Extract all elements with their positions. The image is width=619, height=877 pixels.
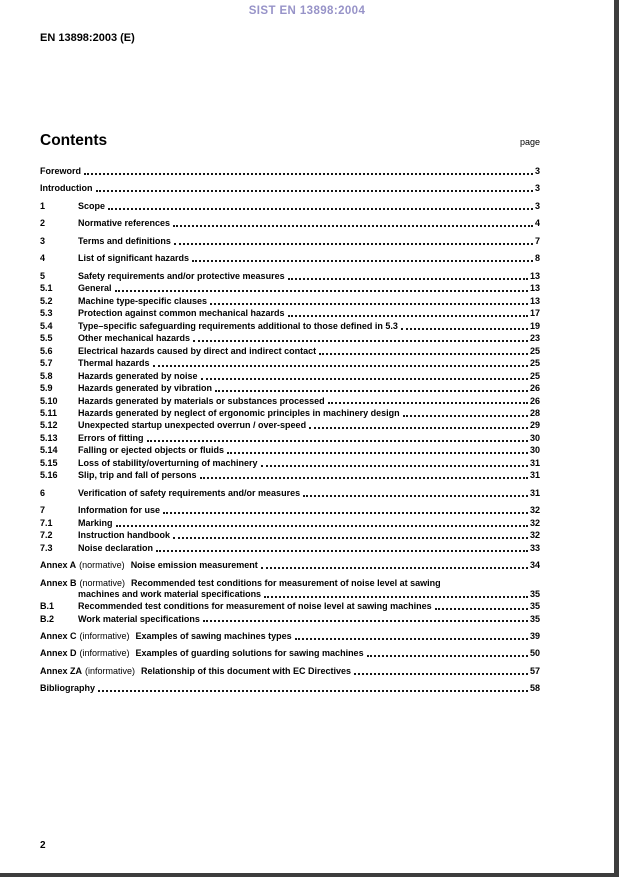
toc-leader-dots [147, 440, 528, 442]
toc-entry-page: 29 [529, 420, 540, 431]
toc-leader-dots [173, 537, 528, 539]
toc-entry-label: Protection against common mechanical hazards [78, 308, 285, 319]
toc-entry-page: 39 [529, 630, 540, 641]
toc-entry [40, 396, 540, 407]
toc-entry-label: Recommended test conditions for measurement of noise level at sawing [131, 577, 441, 588]
toc-entry [40, 560, 540, 571]
toc-entry [40, 530, 540, 541]
toc-leader-dots [201, 378, 528, 380]
toc-entry-label: Safety requirements and/or protective measures [78, 270, 285, 281]
toc-entry-label: Verification of safety requirements and/or measures [78, 487, 301, 498]
toc-entry-label: Loss of stability/overturning of machinery [78, 457, 258, 468]
toc-entry-page: 58 [529, 683, 540, 694]
toc-entry [40, 308, 540, 319]
toc-entry-label: Electrical hazards caused by direct and indirect contact [78, 345, 317, 356]
toc-entry-number: 5.11 [40, 407, 58, 418]
toc-entry-label: Machine type-specific clauses [78, 295, 208, 306]
toc-leader-dots [215, 390, 528, 392]
toc-entry-page: 34 [529, 560, 540, 571]
toc-entry-page: 3 [534, 183, 540, 194]
toc-entry-label: Errors of fitting [78, 432, 144, 443]
toc-entry-page: 32 [529, 517, 540, 528]
toc-entry-label: Unexpected startup unexpected overrun / over-speed [78, 420, 307, 431]
document-reference: EN 13898:2003 (E) [40, 32, 135, 44]
toc-entry-label: Scope [78, 200, 106, 211]
toc-entry [40, 666, 540, 677]
toc-entry-page: 13 [529, 270, 540, 281]
toc-entry-label: Foreword [40, 166, 82, 176]
toc-entry-number: 5.1 [40, 283, 53, 294]
toc-entry-number: 5.13 [40, 432, 58, 443]
toc-annex-qualifier: (informative) [85, 665, 136, 676]
toc-entry-label: Noise emission measurement [130, 560, 258, 571]
toc-entry-number: 3 [40, 235, 46, 246]
toc-leader-dots [200, 477, 528, 479]
toc-entry [40, 371, 540, 382]
toc-leader-dots [153, 365, 528, 367]
toc-leader-dots [401, 328, 528, 330]
toc-entry [40, 333, 540, 344]
toc-entry [40, 236, 540, 247]
toc-annex-qualifier: (normative) [79, 560, 125, 571]
toc-entry [40, 253, 540, 264]
toc-entry-number: 5.16 [40, 470, 58, 481]
toc-entry-number: 5.2 [40, 295, 53, 306]
toc-entry [40, 631, 540, 642]
toc-entry [40, 614, 540, 625]
toc-entry-label: Instruction handbook [78, 530, 170, 541]
toc-entry-number: 5.4 [40, 320, 53, 331]
toc-entry [40, 488, 540, 499]
toc-entry-page: 30 [529, 445, 540, 456]
toc-entry [40, 505, 540, 516]
toc-entry-label: Hazards generated by materials or substances processed [78, 395, 325, 406]
toc-entry [40, 543, 540, 554]
toc-leader-dots [173, 225, 533, 227]
toc-leader-dots [328, 402, 528, 404]
toc-entry [40, 321, 540, 332]
toc-entry-number: 5.10 [40, 395, 58, 406]
toc-entry-label: Slip, trip and fall of persons [78, 470, 197, 481]
toc-leader-dots [203, 620, 528, 622]
toc-entry-number: B.1 [40, 601, 55, 612]
toc-entry [40, 271, 540, 282]
toc-entry-number: 5.14 [40, 445, 58, 456]
toc-entry-page: 13 [529, 295, 540, 306]
toc-entry-number: 5.6 [40, 345, 53, 356]
toc-leader-dots [98, 690, 528, 692]
toc-entry-page: 57 [529, 665, 540, 676]
toc-entry-label: Thermal hazards [78, 358, 150, 369]
toc-entry-label: Terms and definitions [78, 235, 171, 246]
toc-entry-number: 5.5 [40, 333, 53, 344]
toc-entry-page: 50 [529, 648, 540, 659]
toc-entry [40, 433, 540, 444]
toc-entry-page: 32 [529, 505, 540, 516]
toc-entry-number: 5.12 [40, 420, 58, 431]
toc-entry-number: 5.7 [40, 358, 53, 369]
toc-annex-id: Annex B [40, 577, 77, 588]
toc-entry [40, 683, 540, 694]
toc-leader-dots [367, 655, 528, 657]
toc-leader-dots [288, 278, 528, 280]
toc-entry-page: 17 [529, 308, 540, 319]
toc-leader-dots [319, 353, 528, 355]
toc-entry-page: 3 [534, 200, 540, 211]
toc-entry [40, 420, 540, 431]
toc-entry-number: 2 [40, 218, 46, 229]
contents-title: Contents [40, 132, 108, 149]
toc-entry-label: Introduction [40, 183, 93, 194]
toc-entry-label: Recommended test conditions for measurement of noise level at sawing machines [78, 601, 432, 612]
toc-leader-dots [303, 495, 528, 497]
toc-entry-number: B.2 [40, 613, 55, 624]
toc-entry-label: Normative references [78, 218, 171, 229]
toc-entry-label: Noise declaration [78, 542, 154, 553]
toc-entry [40, 470, 540, 481]
toc-entry-number: 5 [40, 270, 46, 281]
toc-entry-number: 7 [40, 505, 46, 516]
toc-entry-label-continued: machines and work material specifications [78, 588, 262, 599]
toc-entry-page: 26 [529, 395, 540, 406]
toc-entry [40, 601, 540, 612]
toc-entry-page: 8 [534, 253, 540, 264]
toc-entry [40, 578, 540, 600]
toc-leader-dots [288, 315, 528, 317]
toc-entry-page: 33 [529, 542, 540, 553]
toc-entry-page: 35 [529, 588, 540, 599]
toc-entry [40, 346, 540, 357]
toc-entry-number: 5.8 [40, 370, 53, 381]
toc-leader-dots [193, 340, 528, 342]
toc-entry-label: General [78, 283, 112, 294]
toc-entry-page: 35 [529, 601, 540, 612]
toc-leader-dots [261, 465, 528, 467]
toc-entry-label: Other mechanical hazards [78, 333, 191, 344]
page-number: 2 [40, 840, 46, 851]
toc-entry-page: 26 [529, 383, 540, 394]
toc-entry-page: 31 [529, 487, 540, 498]
toc-entry-number: 1 [40, 200, 46, 211]
toc-leader-dots [163, 512, 528, 514]
toc-entry-label: Hazards generated by neglect of ergonomic principles in machinery design [78, 407, 400, 418]
toc-entry-page: 7 [534, 235, 540, 246]
toc-entry-number: 7.1 [40, 517, 53, 528]
toc-entry-label: Type–specific safeguarding requirements additional to those defined in 5.3 [78, 320, 398, 331]
toc-entry-page: 31 [529, 470, 540, 481]
toc-leader-dots [96, 190, 533, 192]
toc-entry-page: 35 [529, 613, 540, 624]
toc-entry [40, 445, 540, 456]
toc-annex-qualifier: (normative) [79, 577, 126, 588]
toc-entry-page: 19 [529, 320, 540, 331]
toc-entry [40, 283, 540, 294]
toc-entry-number: 5.9 [40, 383, 53, 394]
toc-entry-number: 4 [40, 253, 46, 264]
toc-leader-dots [354, 673, 528, 675]
page-column-label: page [519, 137, 540, 147]
toc-leader-dots [264, 596, 528, 598]
toc-leader-dots [84, 173, 533, 175]
toc-entry-label: Hazards generated by vibration [78, 383, 213, 394]
toc-leader-dots [435, 608, 528, 610]
toc-leader-dots [108, 208, 533, 210]
toc-leader-dots [116, 525, 528, 527]
toc-leader-dots [192, 260, 533, 262]
toc-entry [40, 648, 540, 659]
toc-annex-id: Annex D [40, 648, 77, 659]
toc-entry-number: 7.2 [40, 530, 53, 541]
toc-entry-page: 28 [529, 407, 540, 418]
toc-entry-page: 25 [529, 370, 540, 381]
toc-entry-label: Bibliography [40, 683, 96, 694]
toc-annex-id: Annex ZA [40, 665, 83, 676]
toc-entry-page: 4 [534, 218, 540, 229]
toc-entry [40, 518, 540, 529]
toc-entry [40, 218, 540, 229]
toc-annex-qualifier: (informative) [79, 630, 130, 641]
toc-entry-page: 31 [529, 457, 540, 468]
toc-entry-number: 5.3 [40, 308, 53, 319]
toc-leader-dots [261, 567, 528, 569]
toc-entry-label: List of significant hazards [78, 253, 190, 264]
toc-entry [40, 458, 540, 469]
toc-annex-qualifier: (informative) [79, 648, 130, 659]
toc-entry-number: 5.15 [40, 457, 58, 468]
toc-leader-dots [174, 243, 533, 245]
toc-leader-dots [309, 427, 528, 429]
toc-leader-dots [156, 550, 528, 552]
toc-entry-label: Falling or ejected objects or fluids [78, 445, 225, 456]
toc-entry [40, 183, 540, 194]
toc-entry [40, 296, 540, 307]
sist-watermark: SIST EN 13898:2004 [248, 5, 366, 17]
toc-entry-page: 30 [529, 432, 540, 443]
toc-entry-number: 6 [40, 487, 46, 498]
toc-leader-dots [295, 638, 528, 640]
toc-leader-dots [227, 452, 528, 454]
toc-entry-number: 7.3 [40, 542, 53, 553]
toc-entry-page: 32 [529, 530, 540, 541]
toc-entry [40, 383, 540, 394]
toc-entry-label: Hazards generated by noise [78, 370, 198, 381]
toc-entry-page: 23 [529, 333, 540, 344]
toc-entry-page: 25 [529, 358, 540, 369]
toc-entry-label: Examples of guarding solutions for sawing machines [135, 648, 364, 659]
toc-leader-dots [403, 415, 528, 417]
toc-entry-label: Information for use [78, 505, 161, 516]
toc-entry [40, 408, 540, 419]
toc-entry [40, 201, 540, 212]
contents-header [40, 132, 540, 150]
toc-entry-label: Relationship of this document with EC Directives [141, 665, 352, 676]
toc-entry [40, 166, 540, 177]
toc-entry-page: 3 [534, 166, 540, 176]
toc-entry-label: Work material specifications [78, 613, 200, 624]
toc-entry-page: 13 [529, 283, 540, 294]
toc-leader-dots [210, 303, 528, 305]
toc-entry [40, 358, 540, 369]
toc-entry-label: Examples of sawing machines types [135, 630, 292, 641]
toc-leader-dots [115, 290, 528, 292]
toc-list [40, 166, 540, 694]
toc-annex-id: Annex A [40, 560, 77, 571]
toc-entry-page: 25 [529, 345, 540, 356]
toc-annex-id: Annex C [40, 630, 77, 641]
toc-entry-label: Marking [78, 517, 113, 528]
